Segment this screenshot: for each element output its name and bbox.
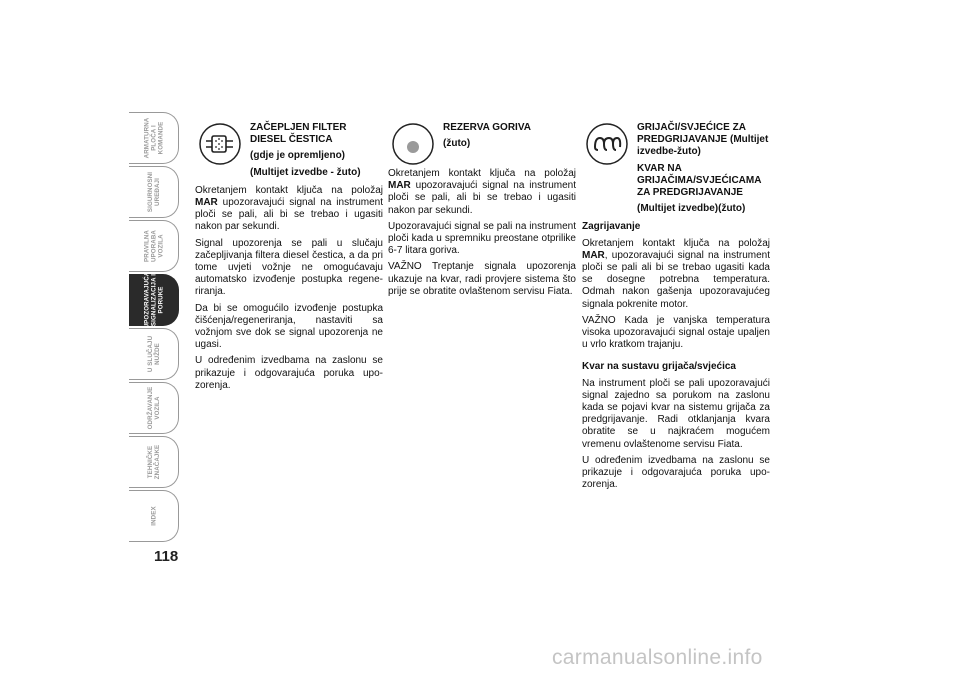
page-number: 118 xyxy=(154,548,179,565)
paragraph: U određenim izvedbama na zaslonu se prikazuje i odgovarajuća poruka upo- zorenja. xyxy=(195,355,383,391)
tab-u-slucaju-nuzde[interactable] xyxy=(129,328,179,380)
tab-sigurnosni-uredaji[interactable] xyxy=(129,166,179,218)
mar-label: MAR xyxy=(388,180,411,192)
paragraph: Upozoravajući signal se pali na instrument ploči kada u spremniku preostane otprilike 6-7 litara goriva. xyxy=(388,220,576,257)
chapter-tabs xyxy=(129,112,179,544)
paragraph xyxy=(195,185,383,234)
tab-odrzavanje-vozila[interactable] xyxy=(129,382,179,434)
tab-label: ODRŽAVANJE VOZILA xyxy=(146,386,161,430)
subtitle: Zagrijavanje xyxy=(582,221,641,233)
diesel-particulate-filter-icon xyxy=(198,122,242,166)
tab-label: TEHNIČKE ZNAČAJKE xyxy=(146,444,161,480)
watermark: carmanualsonline.info xyxy=(552,646,763,669)
heading-glow-plugs: GRIJAČI/SVJEĆICE ZA PREDGRIJAVANJE (Multijet izvedbe-žuto) xyxy=(637,122,769,158)
heading-fuel-reserve: REZERVA GORIVA xyxy=(443,122,531,133)
heading-fuel-color: (žuto) xyxy=(443,138,471,150)
text: , upozoravajući signal na instrument ploči se pali ali bi se trebao ugasiti kada se dosegne potrebna temperatura. Odmah nakon gašenja upozoravajućeg signala pokrenite motor. xyxy=(582,249,770,310)
paragraph: Signal upozorenja se pali u slučaju začepljivanja filtera diesel čestica, a da pri tome uvjeti vožnje ne omogućavaju automatsko izvođenje postupka regene- riranja. xyxy=(195,237,383,298)
paragraph: VAŽNO Kada je vanjska temperatura visoka upozoravajući signal ostaje upaljen u vrlo kratkom trajanju. xyxy=(582,314,770,351)
paragraph: U određenim izvedbama na zaslonu se prikazuje i odgovarajuća poruka upo- zorenja. xyxy=(582,454,770,491)
mar-label: MAR xyxy=(582,249,605,261)
tab-label: U SLUČAJU NUŽDE xyxy=(146,335,161,373)
heading-dpf: ZAČEPLJEN FILTER DIESEL ČESTICA xyxy=(250,122,347,146)
paragraph xyxy=(582,238,770,311)
heading-glow-plug-fault: KVAR NA GRIJAČIMA/SVJEĆICAMA ZA PREDGRIJAVANJE xyxy=(637,162,762,199)
tab-armaturna-ploca[interactable] xyxy=(129,112,179,164)
text: Okretanjem kontakt ključa na položaj xyxy=(195,184,383,196)
paragraph: VAŽNO Treptanje signala upozorenja ukazuje na kvar, radi provjere sistema što prije se obratite ovlaštenom servisu Fiata. xyxy=(388,261,576,297)
heading-dpf-note: (gdje je opremljeno) xyxy=(250,150,346,162)
tab-label: UPOZORAVAJUĆA SIGNALIZACIJA I PORUKE xyxy=(143,271,164,329)
glow-plug-icon xyxy=(585,122,629,166)
tab-index[interactable] xyxy=(129,490,179,542)
text: Okretanjem kontakt ključa na položaj xyxy=(388,168,576,179)
text: Okretanjem kontakt ključa na položaj xyxy=(582,237,770,249)
mar-label: MAR xyxy=(195,197,218,209)
heading-glow-variant: (Multijet izvedbe)(žuto) xyxy=(637,203,746,215)
tab-pravilna-uporaba[interactable] xyxy=(129,220,179,272)
tab-label: ARMATURNA PLOČA I KOMANDE xyxy=(143,117,164,159)
heading-dpf-variant: (Multijet izvedbe - žuto) xyxy=(250,166,361,178)
section-title: Kvar na sustavu grijača/svjećica xyxy=(582,361,736,373)
fuel-reserve-icon xyxy=(391,122,435,166)
column-dpf xyxy=(195,122,383,396)
column-fuel-reserve xyxy=(388,122,576,302)
tab-upozoravajuca-signalizacija[interactable] xyxy=(129,271,179,329)
tab-tehnicke-znacajke[interactable] xyxy=(129,436,179,488)
paragraph xyxy=(388,168,576,217)
text: upozoravajući signal na instrument ploči se pali, ali bi se trebao i ugasiti nakon par sekundi. xyxy=(388,180,576,216)
paragraph: Na instrument ploči se pali upozoravajući signal zajedno sa porukom na zaslonu kada se pojavi kvar na sistemu grijača za predgrijavanje. Radi otklanjanja kvara obratite se u najkraćem mogućem vremenu ovlaštenome servisu Fiata. xyxy=(582,377,770,450)
column-glow-plugs xyxy=(582,122,770,495)
text: upozoravajući signal na instrument ploči se pali, ali bi se trebao i ugasiti nakon par sekundi. xyxy=(195,197,383,233)
tab-label: INDEX xyxy=(150,506,157,526)
paragraph: Da bi se omogućilo izvođenje postupka čišćenja/regeneriranja, nastaviti sa vožnjom sve dok se signal upozorenja ne ugasi. xyxy=(195,302,383,351)
tab-label: PRAVILNA UPORABA VOZILA xyxy=(143,230,164,262)
tab-label: SIGURNOSNI UREĐAJI xyxy=(146,171,161,213)
